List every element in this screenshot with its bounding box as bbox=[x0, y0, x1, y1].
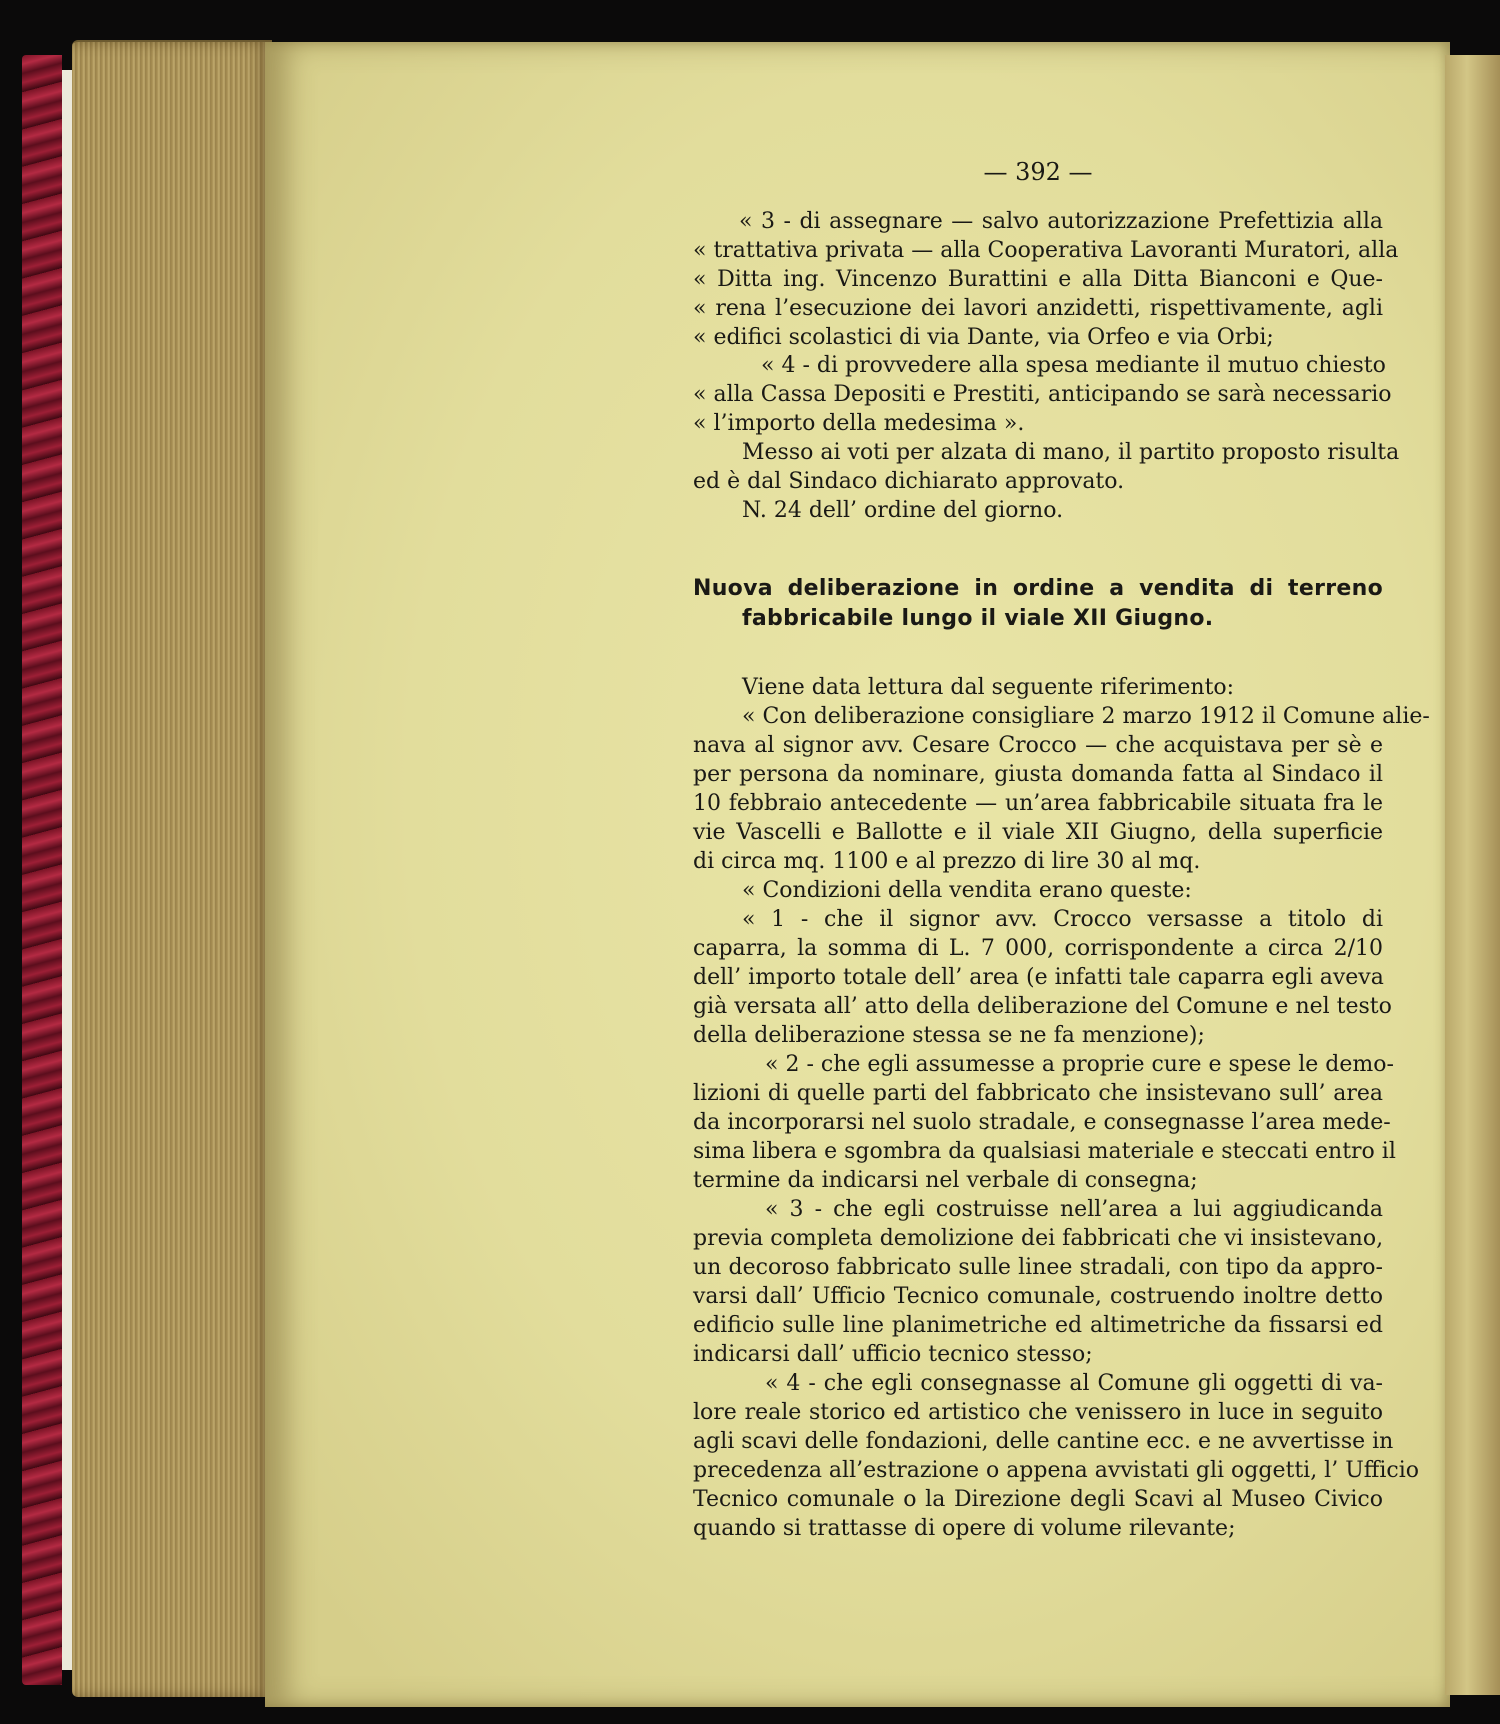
text-line: già versata all’ atto della deliberazione del Comune e nel testo bbox=[693, 994, 1392, 1019]
text-line: indicarsi dall’ ufficio tecnico stesso; bbox=[693, 1342, 1093, 1367]
section-heading: Nuova deliberazione in ordine a vendita di terreno bbox=[693, 576, 1383, 601]
text-line: ed è dal Sindaco dichiarato approvato. bbox=[693, 469, 1125, 494]
text-line: agli scavi delle fondazioni, delle cantine ecc. e ne avvertisse in bbox=[693, 1429, 1394, 1454]
text-line: della deliberazione stessa se ne fa menzione); bbox=[693, 1023, 1205, 1048]
text-line: edificio sulle line planimetriche ed altimetriche da fissarsi ed bbox=[693, 1313, 1383, 1338]
text-line: dell’ importo totale dell’ area (e infatti tale caparra egli aveva bbox=[693, 965, 1384, 990]
text-line: varsi dall’ Ufficio Tecnico comunale, costruendo inoltre detto bbox=[693, 1284, 1383, 1309]
text-line: « rena l’esecuzione dei lavori anzidetti, rispettivamente, agli bbox=[693, 296, 1383, 321]
text-line: « 1 - che il signor avv. Crocco versasse a titolo di bbox=[742, 907, 1383, 932]
text-line: « trattativa privata — alla Cooperativa Lavoranti Muratori, alla bbox=[693, 238, 1399, 263]
text-line: quando si trattasse di opere di volume rilevante; bbox=[693, 1516, 1236, 1541]
facing-page-edge bbox=[1445, 55, 1500, 1695]
text-line: « Ditta ing. Vincenzo Burattini e alla Ditta Bianconi e Que- bbox=[693, 267, 1383, 292]
text-line: 10 febbraio antecedente — un’area fabbricabile situata fra le bbox=[693, 791, 1383, 816]
text-line: « alla Cassa Depositi e Prestiti, anticipando se sarà necessario bbox=[693, 382, 1392, 407]
text-line: « edifici scolastici di via Dante, via Orfeo e via Orbi; bbox=[693, 325, 1274, 350]
text-line: termine da indicarsi nel verbale di consegna; bbox=[693, 1168, 1198, 1193]
text-line: Messo ai voti per alzata di mano, il partito proposto risulta bbox=[742, 440, 1400, 465]
text-line: « 3 - che egli costruisse nell’area a lui aggiudicanda bbox=[765, 1197, 1383, 1222]
text-line: « 4 - di provvedere alla spesa mediante il mutuo chiesto bbox=[761, 353, 1386, 378]
text-line: previa completa demolizione dei fabbricati che vi insistevano, bbox=[693, 1226, 1384, 1251]
text-line: di circa mq. 1100 e al prezzo di lire 30 al mq. bbox=[693, 849, 1201, 874]
text-line: Viene data lettura dal seguente riferimento: bbox=[742, 675, 1235, 700]
cover-edge bbox=[62, 70, 72, 1670]
text-line: caparra, la somma di L. 7 000, corrispondente a circa 2/10 bbox=[693, 936, 1383, 961]
text-line: un decoroso fabbricato sulle linee stradali, con tipo da appro- bbox=[693, 1255, 1383, 1280]
text-line: precedenza all’estrazione o appena avvistati gli oggetti, l’ Ufficio bbox=[693, 1458, 1420, 1483]
page-edges bbox=[72, 40, 272, 1697]
text-line: da incorporarsi nel suolo stradale, e consegnasse l’area mede- bbox=[693, 1110, 1391, 1135]
text-line: Tecnico comunale o la Direzione degli Scavi al Museo Civico bbox=[693, 1487, 1383, 1512]
text-line: « l’importo della medesima ». bbox=[693, 411, 1025, 436]
text-line: lore reale storico ed artistico che venissero in luce in seguito bbox=[693, 1400, 1383, 1425]
text-line: nava al signor avv. Cesare Crocco — che acquistava per sè e bbox=[693, 733, 1383, 758]
text-line: « 3 - di assegnare — salvo autorizzazione Prefettizia alla bbox=[739, 209, 1383, 234]
text-line: vie Vascelli e Ballotte e il viale XII Giugno, della superficie bbox=[693, 820, 1383, 845]
text-line: « Con deliberazione consigliare 2 marzo 1912 il Comune alie- bbox=[742, 704, 1430, 729]
book-cover-spine bbox=[22, 55, 62, 1685]
text-line: per persona da nominare, giusta domanda fatta al Sindaco il bbox=[693, 762, 1383, 787]
text-line: sima libera e sgombra da qualsiasi materiale e steccati entro il bbox=[693, 1139, 1396, 1164]
text-line: « Condizioni della vendita erano queste: bbox=[742, 878, 1192, 903]
section-heading: fabbricabile lungo il viale XII Giugno. bbox=[742, 606, 1214, 631]
text-line: lizioni di quelle parti del fabbricato che insistevano sull’ area bbox=[693, 1081, 1383, 1106]
page-number: — 392 — bbox=[983, 158, 1093, 186]
text-line: « 2 - che egli assumesse a proprie cure e spese le demo- bbox=[765, 1052, 1394, 1077]
text-line: « 4 - che egli consegnasse al Comune gli oggetti di va- bbox=[765, 1371, 1383, 1396]
text-line: N. 24 dell’ ordine del giorno. bbox=[742, 498, 1064, 523]
